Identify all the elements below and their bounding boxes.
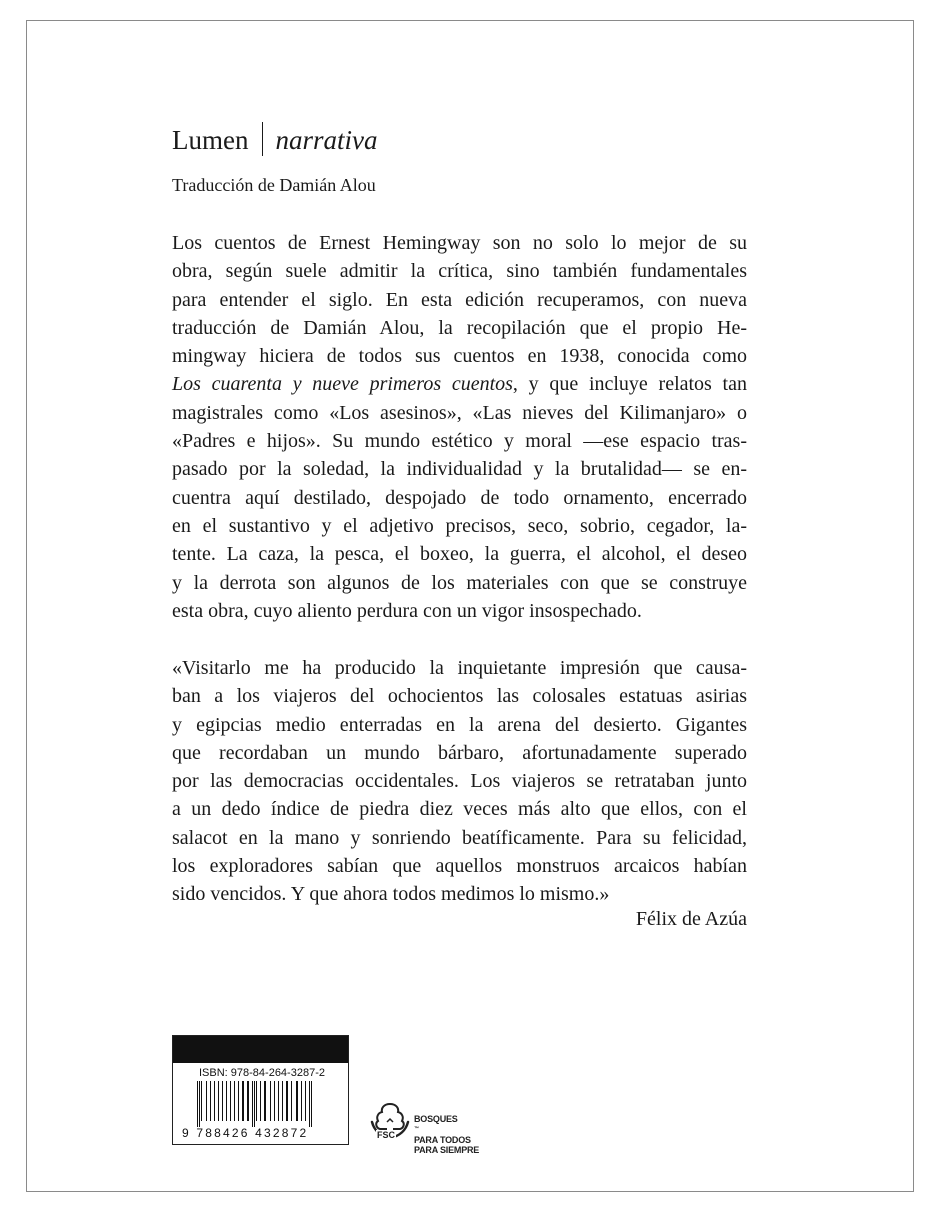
fsc-slogan-line: PARA TODOS [414, 1135, 471, 1145]
quote-line: a un dedo índice de piedra diez veces más alto que ellos, con el [172, 798, 747, 821]
barcode-bar [226, 1081, 227, 1121]
barcode-guard-bar [311, 1081, 312, 1127]
barcode-bar [282, 1081, 283, 1121]
imprint-divider [262, 122, 263, 156]
barcode-bar [296, 1081, 298, 1121]
barcode-top-band [173, 1036, 348, 1063]
synopsis-line: traducción de Damián Alou, la recopilación que el propio He- [172, 316, 747, 339]
barcode-bar [301, 1081, 302, 1121]
quote-line: salacot en la mano y sonriendo beatíficamente. Para su felicidad, [172, 826, 747, 849]
barcode-bar [234, 1081, 235, 1121]
barcode-bar [210, 1081, 211, 1121]
quote-line: que recordaban un mundo bárbaro, afortunadamente superado [172, 741, 747, 764]
barcode-bar [242, 1081, 244, 1121]
review-quote [172, 654, 747, 909]
barcode-bar [305, 1081, 306, 1121]
synopsis-line: cuentra aquí destilado, despojado de todo ornamento, encerrado [172, 486, 747, 509]
synopsis-line: tente. La caza, la pesca, el boxeo, la guerra, el alcohol, el deseo [172, 543, 747, 566]
collection-name: narrativa [275, 125, 378, 155]
fsc-label: FSC [377, 1130, 395, 1140]
fsc-slogan [414, 1114, 479, 1155]
barcode-bar [218, 1081, 219, 1121]
barcode-guard-bar [254, 1081, 255, 1127]
quote-line: «Visitarlo me ha producido la inquietante impresión que causa- [172, 657, 747, 679]
book-title: Los cuarenta y nueve primeros cuentos [172, 373, 513, 396]
synopsis-line: en el sustantivo y el adjetivo precisos, seco, sobrio, cegador, la- [172, 514, 747, 537]
synopsis-line: Los cuentos de Ernest Hemingway son no solo lo mejor de su [172, 232, 747, 254]
synopsis-line: mingway hiciera de todos sus cuentos en 1938, conocida como [172, 345, 747, 368]
quote-line: y egipcias medio enterradas en la arena del desierto. Gigantes [172, 713, 747, 736]
barcode-bar [230, 1081, 231, 1121]
ean-digits: 9 788426 432872 [182, 1126, 309, 1140]
barcode-bar [247, 1081, 249, 1121]
quote-line: sido vencidos. Y que ahora todos medimos lo mismo.» [172, 883, 610, 906]
synopsis-line: magistrales como «Los asesinos», «Las nieves del Kilimanjaro» o [172, 401, 747, 424]
barcode-bar [222, 1081, 223, 1121]
barcode-bar [260, 1081, 261, 1121]
barcode-bar [201, 1081, 202, 1121]
barcode-bar [206, 1081, 207, 1121]
isbn-barcode-box [172, 1035, 349, 1145]
barcode-bar [214, 1081, 215, 1121]
translator-credit: Traducción de Damián Alou [172, 175, 376, 195]
synopsis-line: obra, según suele admitir la crítica, sino también fundamentales [172, 260, 747, 283]
synopsis-line: y la derrota son algunos de los materiales con que se construye [172, 571, 747, 594]
barcode-bar [274, 1081, 275, 1121]
trademark-mark: ™ [414, 1126, 419, 1132]
barcode-bar [286, 1081, 288, 1121]
barcode-guard-bar [197, 1081, 198, 1127]
fsc-slogan-line: BOSQUES [414, 1114, 458, 1124]
synopsis-line-rest: , y que incluye relatos tan [512, 373, 747, 396]
barcode-bar [270, 1081, 271, 1121]
barcode-bar [291, 1081, 292, 1121]
quote-line: ban a los viajeros del ochocientos las colosales estatuas asirias [172, 685, 747, 708]
quote-line: por las democracias occidentales. Los viajeros se retrataban junto [172, 770, 747, 793]
synopsis-line [172, 370, 747, 398]
barcode-bar [256, 1081, 257, 1121]
imprint [172, 122, 378, 158]
barcode-bars [197, 1081, 319, 1127]
barcode-bar [278, 1081, 279, 1121]
fsc-slogan-line: PARA SIEMPRE [414, 1145, 480, 1155]
synopsis [172, 229, 747, 625]
publisher-name: Lumen [172, 125, 249, 155]
synopsis-line: para entender el siglo. En esta edición recuperamos, con nueva [172, 288, 747, 311]
barcode-guard-bar [199, 1081, 200, 1127]
quote-attribution: Félix de Azúa [635, 908, 747, 930]
barcode-bar [238, 1081, 239, 1121]
barcode-guard-bar [252, 1081, 253, 1127]
synopsis-line: «Padres e hijos». Su mundo estético y moral —ese espacio tras- [172, 430, 747, 453]
barcode-guard-bar [309, 1081, 310, 1127]
barcode-bar [264, 1081, 266, 1121]
synopsis-line: esta obra, cuyo aliento perdura con un vigor insospechado. [172, 599, 642, 622]
isbn-number: ISBN: 978-84-264-3287-2 [199, 1067, 325, 1079]
synopsis-line: pasado por la soledad, la individualidad y la brutalidad— se en- [172, 458, 747, 481]
quote-line: los exploradores sabían que aquellos monstruos arcaicos habían [172, 855, 747, 878]
